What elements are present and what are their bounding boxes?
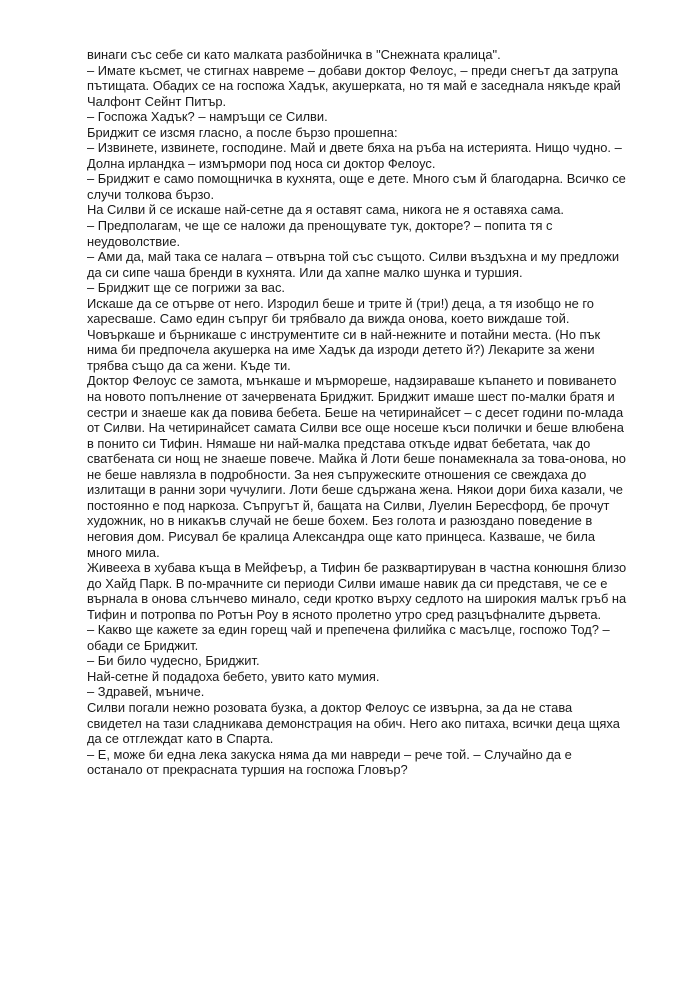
paragraph: На Силви й се искаше най-сетне да я оставят сама, никога не я оставяха сама. — [87, 202, 565, 218]
paragraph: – Госпожа Хадък? – намръщи се Силви. — [87, 109, 328, 125]
paragraph: Живееха в хубава къща в Мейфеър, а Тифин бе разквартируван в частна конюшня близо до Хайд Парк. В по-мрачните си периоди Силви имаше навик да си представя, че се е върнала в онова слънчево минало, седи кротко върху седлото на широкия малък гръб на Тифин и потропва по Ротън Роу в ясното пролетно утро сред разцъфналите дървета. — [87, 560, 627, 622]
paragraph: винаги със себе си като малката разбойничка в "Снежната кралица". — [87, 47, 501, 62]
paragraph: – Имате късмет, че стигнах навреме – добави доктор Фелоус, – преди снегът да затрупа пътищата. Обадих се на госпожа Хадък, акушерката, но тя май е заседнала някъде край Чалфонт Сейнт Питър. — [87, 62, 621, 109]
paragraph: Силви погали нежно розовата бузка, а доктор Фелоус се извърна, за да не става свидетел на тази сладникава демонстрация на обич. Него ако питаха, всички деца щяха да се отглеждат като в Спарта. — [87, 699, 620, 747]
paragraph: – Бриджит ще се погрижи за вас. — [87, 280, 286, 296]
paragraph: – Извинете, извинете, господине. Май и двете бяха на ръба на истерията. Нищо чудно. – Долна ирландка – измърмори под носа си доктор Фелоус. — [87, 140, 622, 171]
paragraph: Бриджит се изсмя гласно, а после бързо прошепна: — [87, 124, 398, 140]
paragraph: – Ами да, май така се налага – отвърна той със същото. Силви въздъхна и му предложи да си сипе чаша бренди в кухнята. Или да хапне малко шунка и туршия. — [87, 249, 620, 280]
paragraph: – Какво ще кажете за един горещ чай и препечена филийка с масълце, госпожо Тод? – обади се Бриджит. — [87, 622, 610, 653]
paragraph: – Е, може би една лека закуска няма да ми навреди – рече той. – Случайно да е останало от прекрасната туршия на госпожа Гловър? — [87, 746, 572, 778]
paragraph: – Здравей, мъниче. — [87, 684, 205, 700]
paragraph: – Би било чудесно, Бриджит. — [87, 653, 260, 669]
paragraph: Доктор Фелоус се замота, мънкаше и мърмореше, надзираваше къпането и повиването на новото попълнение от зачервената Бриджит. Бриджит имаше шест по-малки братя и сестри и знаеше как да повива бебета. Беше на четиринайсет – с десет години по-млада от Силви. На четиринайсет самата Силви все още носеше къси полички и беше влюбена в понито си Тифин. Нямаше ни най-малка представа откъде идват бебетата, чак до сватбената си нощ не знаеше повече. Майка й Лоти беше понамекнала за това-онова, но не беше навлязла в подробности. За нея съпружеските отношения се свеждаха до излитащи в ранни зори чучулиги. Лоти беше сдържана жена. Някои дори биха казали, че постоянно е под наркоза. Съпругът й, бащата на Силви, Луелин Бересфорд, бе прочут художник, но в никакъв случай не беше бохем. Без голота и разюздано поведение в неговия дом. Рисувал бе кралица Александра още като принцеса. Казваше, че била много мила. — [87, 373, 626, 560]
paragraph: Най-сетне й подадоха бебето, увито като мумия. — [87, 668, 380, 684]
document-page — [87, 47, 627, 778]
paragraph: – Бриджит е само помощничка в кухнята, още е дете. Много съм й благодарна. Всичко се случи толкова бързо. — [87, 171, 626, 202]
paragraph: – Предполагам, че ще се наложи да пренощувате тук, докторе? – попита тя с неудоволствие. — [87, 218, 553, 249]
paragraph: Искаше да се отърве от него. Изродил беше и трите й (три!) деца, а тя изобщо не го харесваше. Само един съпруг би трябвало да вижда онова, което виждаше той. Човъркаше и бърникаше с инструментите си в най-нежните и потайни места. (Но пък нима би предпочела акушерка на име Хадък да изроди детето й?) Лекарите за жени трябва също да са жени. Къде ти. — [87, 295, 601, 373]
